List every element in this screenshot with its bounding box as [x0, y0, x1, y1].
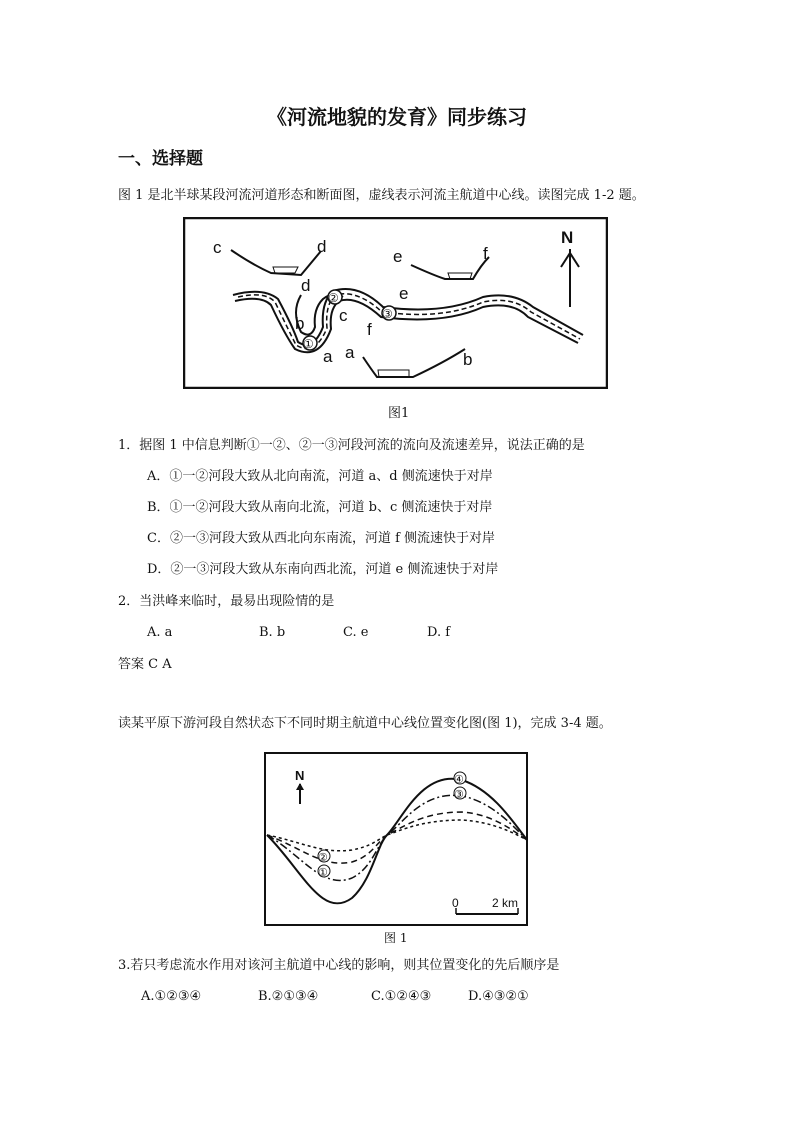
marker-circle-3: ③: [382, 307, 393, 321]
q1-option-b: B．①一②河段大致从南向北流，河道 b、c 侧流速快于对岸: [147, 500, 493, 515]
label-a-mid: a: [323, 347, 333, 366]
label-a-bot: a: [345, 343, 355, 362]
north-label-1: N: [561, 228, 574, 247]
q3-option-c: C.①②④③: [371, 989, 432, 1004]
scale-label: 2 km: [492, 896, 519, 910]
q2-option-d: D. f: [427, 625, 451, 640]
fig2-marker-1: ①: [318, 867, 328, 879]
question-3-stem: 3.若只考虑流水作用对该河主航道中心线的影响，则其位置变化的先后顺序是: [118, 958, 560, 973]
scale-zero: 0: [452, 896, 459, 910]
label-e-top: e: [393, 247, 403, 266]
label-e-mid: e: [399, 284, 409, 303]
q2-option-b: B. b: [259, 625, 286, 640]
q3-option-d: D.④③②①: [468, 989, 529, 1004]
north-label-2: N: [295, 768, 305, 783]
question-2-stem: 2．当洪峰来临时，最易出现险情的是: [118, 594, 335, 609]
label-d-top: d: [317, 237, 327, 256]
figure2-caption: 图 1: [384, 931, 408, 945]
question-1-stem: 1．据图 1 中信息判断①一②、②一③河段河流的流向及流速差异，说法正确的是: [118, 438, 585, 453]
q3-option-a: A.①②③④: [141, 989, 202, 1004]
marker-circle-2: ②: [328, 291, 339, 305]
label-c-top: c: [213, 238, 222, 257]
q1-option-c: C．②一③河段大致从西北向东南流，河道 f 侧流速快于对岸: [147, 531, 496, 546]
q2-option-a: A. a: [147, 625, 173, 640]
q3-option-b: B.②①③④: [258, 989, 319, 1004]
label-c-mid: c: [339, 306, 348, 325]
label-b-bot: b: [463, 350, 473, 369]
marker-circle-1: ①: [303, 337, 314, 351]
label-f-mid: f: [367, 320, 372, 339]
q2-option-c: C. e: [343, 625, 369, 640]
figure1-caption: 图1: [388, 406, 410, 421]
label-d-mid: d: [301, 276, 311, 295]
q1-option-d: D．②一③河段大致从东南向西北流，河道 e 侧流速快于对岸: [147, 562, 499, 577]
channel-migration-figure: [262, 750, 530, 948]
label-b-mid: b: [295, 314, 305, 333]
intro-text-2: 读某平原下游河段自然状态下不同时期主航道中心线位置变化图(图 1)，完成 3-4 题。: [118, 716, 612, 731]
label-f-top: f: [483, 244, 488, 263]
fig2-marker-3: ③: [454, 789, 464, 801]
section-heading: 一、选择题: [118, 149, 203, 169]
document-title: 《河流地貌的发育》同步练习: [267, 105, 527, 129]
fig2-marker-4: ④: [454, 774, 464, 786]
q1-option-a: A．①一②河段大致从北向南流，河道 a、d 侧流速快于对岸: [147, 469, 493, 484]
answer-text: 答案 C A: [118, 657, 172, 672]
intro-text-1: 图 1 是北半球某段河流河道形态和断面图，虚线表示河流主航道中心线。读图完成 1-2 题。: [118, 188, 645, 203]
river-channel-figure: [183, 217, 608, 389]
fig2-marker-2: ②: [318, 852, 328, 864]
